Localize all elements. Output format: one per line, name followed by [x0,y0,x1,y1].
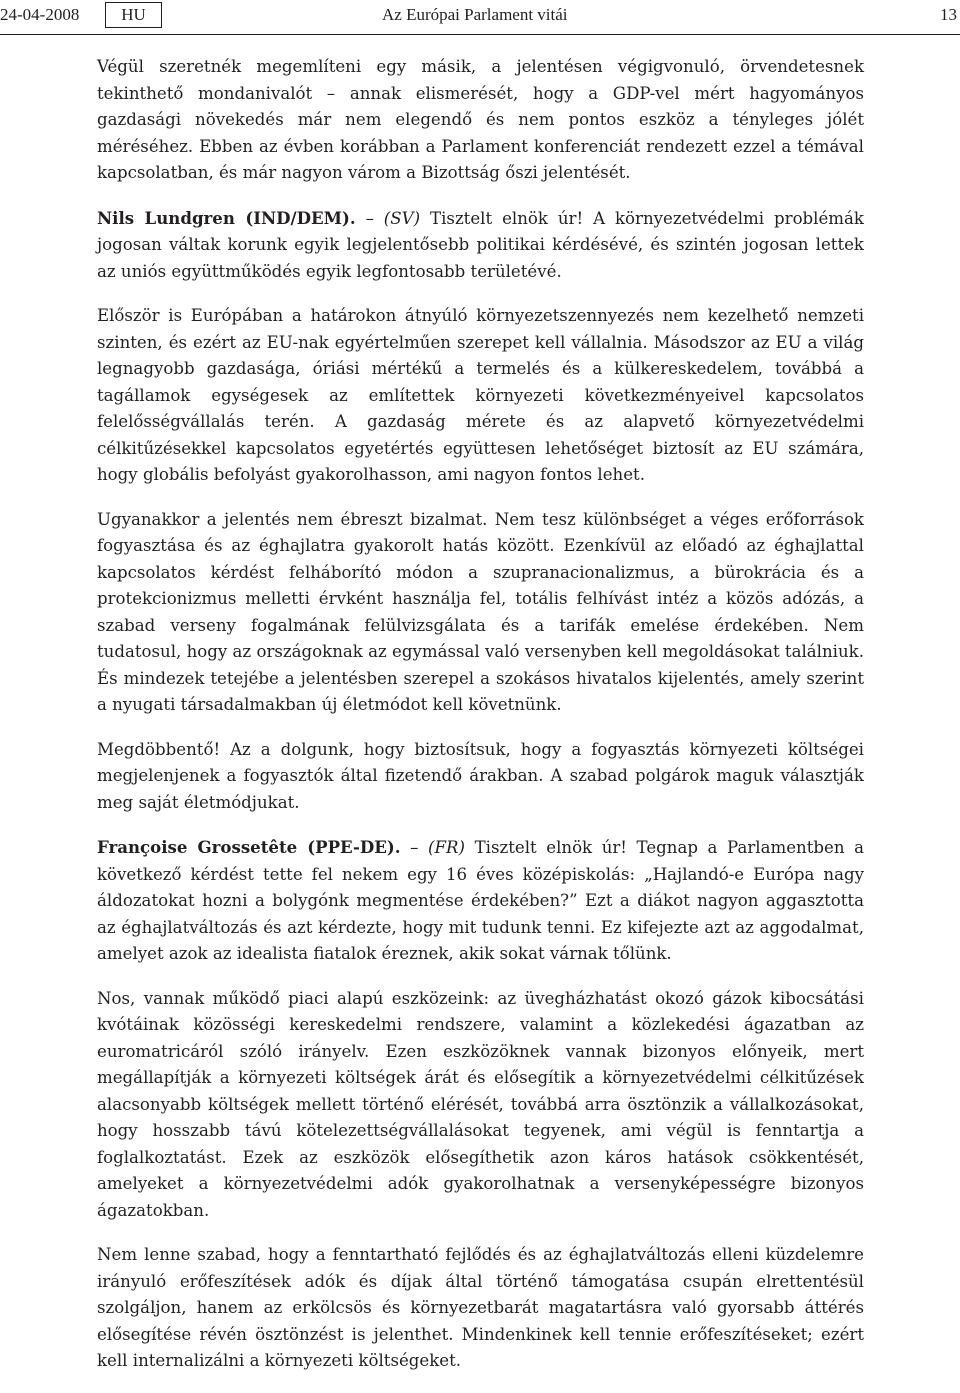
speaker-dash: – [410,838,419,857]
paragraph-text: Tisztelt elnök úr! A környezetvédelmi problémák jogosan váltak korunk egyik legjelentősebb politikai kérdésévé, és szintén jogosan lettek az uniós együttműködés egyik legfontosabb területévé. [97,208,864,281]
paragraph [97,986,864,1225]
speech-paragraph [97,834,864,968]
paragraph-text: Először is Európában a határokon átnyúló környezetszennyezés nem kezelhető nemzeti szinten, és ezért az EU-nak egyértelműen szerepet kell vállalnia. Másodszor az EU a világ legnagyobb gazdasága, óriási mértékű a termelés és a külkereskedelem, továbbá a tagállamok egységesek az említettek környezeti következményeivel kapcsolatos felelősségvállalás terén. A gazdaság mérete és az alapvető környezetvédelmi célkitűzésekkel kapcsolatos egyetértés együttesen lehetőséget biztosít az EU számára, hogy globális befolyást gyakorolhasson, ami nagyon fontos lehet. [97,306,864,484]
paragraph [97,54,864,187]
paragraph [97,1242,864,1375]
language-code: (SV) [383,208,421,228]
paragraph-text: Nos, vannak működő piaci alapú eszközeink: az üvegházhatást okozó gázok kibocsátási kvótáinak közösségi kereskedelmi rendszere, valamint a közlekedési ágazatban az euromatricáról szóló irányelv. Ezen eszközöknek vannak bizonyos előnyeik, mert megállapítják a környezeti költségek árát és elősegítik a környezetvédelmi célkitűzések alacsonyabb költségek mellett történő elérését, továbbá arra ösztönzik a vállalkozásokat, hogy hosszabb távú kötelezettségvállalásokat tegyenek, ami végül is fenntartja a foglalkoztatást. Ezek az eszközök elősegíthetik azon káros hatások csökkentését, amelyeket a környezetvédelmi adók gyakorolhatnak a versenyképességre bizonyos ágazatokban. [97,988,864,1220]
paragraph-text: Megdöbbentő! Az a dolgunk, hogy biztosítsuk, hogy a fogyasztás környezeti költségei megjelenjenek a fogyasztók által fizetendő árakban. A szabad polgárok maguk választják meg saját életmódjukat. [97,739,864,812]
paragraph-text: Végül szeretnék megemlíteni egy másik, a jelentésen végigvonuló, örvendetesnek tekinthető mondanivalót – annak elismerését, hogy a GDP-vel mért hagyományos gazdasági növekedés már nem elegendő és nem pontos eszköz a tényleges jólét méréséhez. Ebben az évben korábban a Parlament konferenciát rendezett ezzel a témával kapcsolatban, és már nagyon várom a Bizottság őszi jelentését. [97,57,864,182]
speaker-name: Nils Lundgren (IND/DEM). [97,207,356,228]
header-date: 24-04-2008 [0,5,80,24]
language-code: (FR) [428,838,465,857]
speech-paragraph [97,205,864,286]
page-number: 13 [940,5,957,24]
paragraph-text: Ugyanakkor a jelentés nem ébreszt bizalmat. Nem tesz különbséget a véges erőforrások fogyasztása és az éghajlatra gyakorolt hatás között. Ezenkívül az előadó az éghajlattal kapcsolatos kérdést felháborító módon a szupranacionalizmus, a bürokrácia és a protekcionizmus melletti érvként használja fel, totális felhívást intéz a közös adózás, a szabad verseny fogalmának felülvizsgálata és a tarifák emelése érdekében. Nem tudatosul, hogy az országoknak az egymással való versenyben kell megoldásokat találniuk. És mindezek tetejébe a jelentésben szerepel a szokásos hivatalos kijelentés, amely szerint a nyugati társadalmakban új életmódot kell követnünk. [97,509,864,714]
header-title: Az Európai Parlament vitái [382,5,568,24]
speaker-name: Françoise Grossetête (PPE-DE). [97,837,401,857]
document-body [97,54,864,1393]
language-badge: HU [105,2,162,28]
paragraph [97,507,864,719]
paragraph [97,737,864,817]
page-header [0,0,960,35]
paragraph-text: Tisztelt elnök úr! Tegnap a Parlamentben a következő kérdést tette fel nekem egy 16 éves középiskolás: „Hajlandó-e Európa nagy áldozatokat hozni a bolygónk megmentése érdekében?” Ezt a diákot nagyon aggasztotta az éghajlatváltozás és azt kérdezte, hogy mit tudunk tenni. Ez kifejezte azt az aggodalmat, amelyet azok az idealista fiatalok éreznek, akik sokat várnak tőlünk. [97,838,864,963]
speaker-dash: – [365,208,374,228]
paragraph [97,303,864,489]
paragraph-text: Nem lenne szabad, hogy a fenntartható fejlődés és az éghajlatváltozás elleni küzdelemre irányuló erőfeszítések adók és díjak által történő támogatása csupán elrettentésül szolgáljon, hanem az erkölcsös és környezetbarát magatartásra való gyorsabb áttérés elősegítése révén ösztönzést is jelenthet. Mindenkinek kell tennie erőfeszítéseket; ezért kell internalizálni a környezeti költségeket. [97,1245,864,1370]
